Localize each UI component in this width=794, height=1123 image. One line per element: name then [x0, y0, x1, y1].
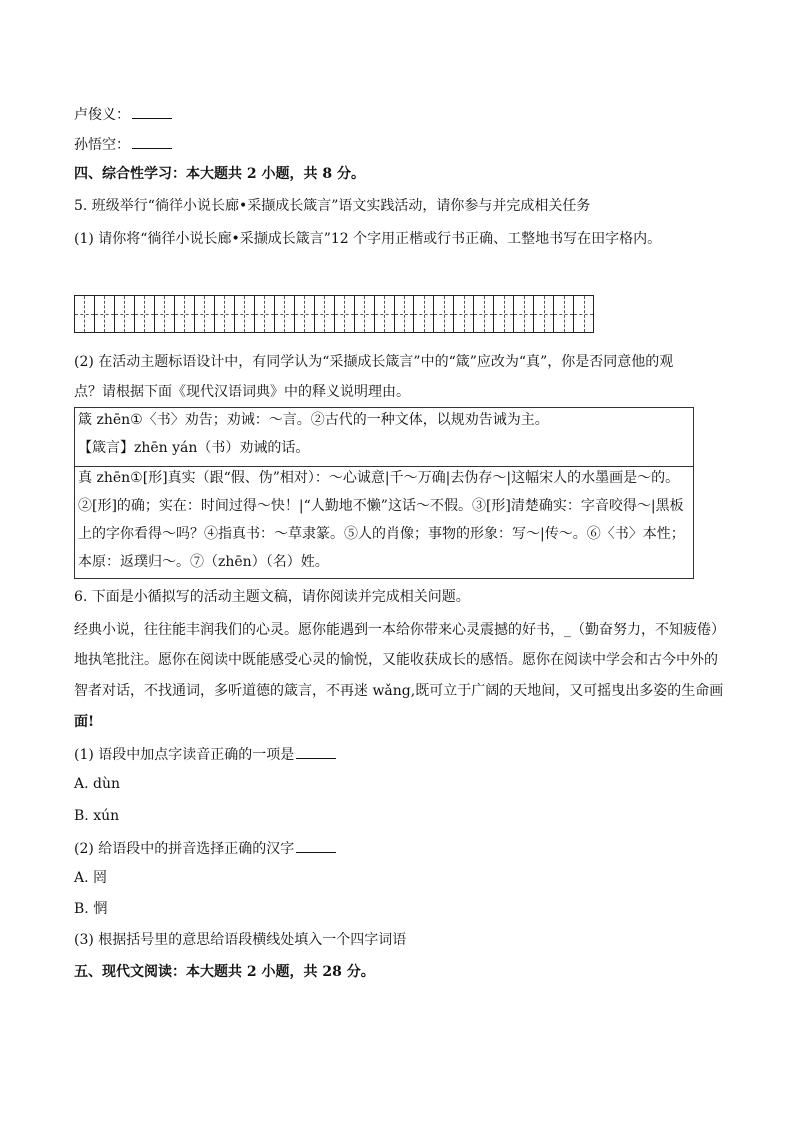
label-lu-junyi: 卢俊义： [74, 107, 130, 123]
option-6-1-b[interactable]: B. xún [74, 808, 120, 824]
grid-cell[interactable] [295, 296, 315, 332]
answer-blank[interactable] [296, 744, 336, 759]
dict-zhen-line-1: 箴 zhēn①〈书〉劝告；劝诫：～言。②古代的一种文体，以规劝告诫为主。 [78, 412, 549, 428]
grid-cell[interactable] [115, 296, 135, 332]
grid-cell[interactable] [355, 296, 375, 332]
section-5-title: 五、现代文阅读：本大题共 2 小题，共 28 分。 [74, 964, 375, 980]
question-5-2-line-1: (2) 在活动主题标语设计中，有同学认为“采撷成长箴言”中的“箴”应改为“真”，你是否同意他的观 [74, 354, 674, 370]
grid-cell[interactable] [434, 296, 454, 332]
grid-cell[interactable] [574, 296, 593, 332]
grid-cell[interactable] [175, 296, 195, 332]
grid-cell[interactable] [235, 296, 255, 332]
grid-cell[interactable] [135, 296, 155, 332]
grid-cell[interactable] [335, 296, 355, 332]
question-5-1: (1) 请你将“徜徉小说长廊•采撷成长箴言”12 个字用正楷或行书正确、工整地书写在田字格内。 [74, 231, 662, 247]
question-5-2-line-2: 点？请根据下面《现代汉语词典》中的释义说明理由。 [74, 384, 410, 400]
passage-line-3: 智者对话，不找通词，多听道德的箴言，不再迷 wǎng,既可立于广阔的天地间，又可摇曳出多姿的生命画 [74, 683, 724, 699]
answer-line-sun-wukong [74, 134, 172, 155]
question-6-1 [74, 744, 336, 765]
grid-cell[interactable] [315, 296, 335, 332]
option-6-2-b[interactable]: B. 惘 [74, 901, 108, 917]
grid-cell[interactable] [255, 296, 275, 332]
grid-cell[interactable] [75, 296, 95, 332]
answer-blank[interactable] [132, 104, 172, 119]
dictionary-definition-box [74, 407, 694, 579]
grid-cell[interactable] [454, 296, 474, 332]
grid-cell[interactable] [195, 296, 215, 332]
question-6-2-text: (2) 给语段中的拼音选择正确的汉字 [74, 841, 295, 857]
passage-line-1: 经典小说，往往能丰润我们的心灵。愿你能遇到一本给你带来心灵震撼的好书，_（勤奋努力，不知疲倦） [74, 622, 725, 638]
grid-cell[interactable] [155, 296, 175, 332]
question-6-intro: 6. 下面是小循拟写的活动主题文稿，请你阅读并完成相关问题。 [74, 589, 470, 605]
grid-cell[interactable] [414, 296, 434, 332]
dict-divider [75, 466, 693, 467]
grid-cell[interactable] [554, 296, 574, 332]
answer-blank[interactable] [296, 838, 336, 853]
dict-zhen2-line-2: ②[形]的确；实在：时间过得～快！|“人勤地不懒”这话～不假。③[形]清楚确实：字音咬得～|黑板 [78, 498, 684, 514]
grid-cell[interactable] [215, 296, 235, 332]
passage-line-2: 地执笔批注。愿你在阅读中既能感受心灵的愉悦，又能收获成长的感悟。愿你在阅读中学会和古今中外的 [74, 652, 718, 668]
grid-cell[interactable] [275, 296, 295, 332]
grid-cell[interactable] [375, 296, 395, 332]
grid-cell[interactable] [95, 296, 115, 332]
grid-cell[interactable] [494, 296, 514, 332]
dict-zhen2-line-3: 上的字你看得～吗？④指真书：～草隶篆。⑤人的肖像；事物的形象：写～|传～。⑥〈书〉本性； [78, 526, 685, 542]
tianzige-writing-grid[interactable] [74, 295, 594, 333]
dict-zhen2-line-4: 本原：返璞归～。⑦（zhēn）（名）姓。 [78, 554, 329, 570]
question-6-2 [74, 838, 336, 859]
label-sun-wukong: 孙悟空： [74, 137, 130, 153]
answer-blank[interactable] [132, 134, 172, 149]
option-6-1-a[interactable]: A. dùn [74, 776, 121, 792]
grid-cell[interactable] [395, 296, 415, 332]
question-6-1-text: (1) 语段中加点字读音正确的一项是 [74, 747, 295, 763]
grid-cell[interactable] [534, 296, 554, 332]
question-5-intro: 5. 班级举行“徜徉小说长廊•采撷成长箴言”语文实践活动，请你参与并完成相关任务 [74, 198, 591, 214]
grid-cell[interactable] [514, 296, 534, 332]
answer-line-lu-junyi [74, 104, 172, 125]
section-4-title: 四、综合性学习：本大题共 2 小题，共 8 分。 [74, 166, 365, 182]
grid-cell[interactable] [474, 296, 494, 332]
dict-zhen2-line-1: 真 zhēn①[形]真实（跟“假、伪”相对）：～心诚意|千～万确|去伪存～|这幅宋人的水墨画是～的。 [78, 470, 680, 486]
dict-zhen-line-2: 【箴言】zhēn yán（书）劝诫的话。 [78, 440, 310, 456]
question-6-3: (3) 根据括号里的意思给语段横线处填入一个四字词语 [74, 932, 407, 948]
option-6-2-a[interactable]: A. 罔 [74, 870, 108, 886]
passage-line-4: 面! [74, 714, 95, 730]
